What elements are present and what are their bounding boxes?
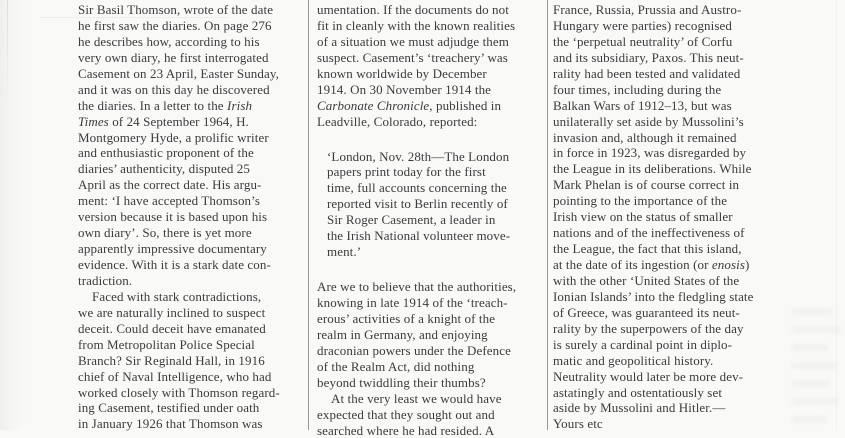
text-line: we are naturally inclined to suspect: [78, 305, 302, 321]
page-crease-line: [7, 0, 8, 110]
paragraph: [317, 2, 545, 130]
text-line: Carbonate Chronicle, published in: [317, 98, 545, 114]
bleed-through-smudge: [792, 326, 840, 333]
text-line: he first saw the diaries. On page 276: [78, 18, 302, 34]
text-line: the Irish National volunteer move-: [327, 228, 531, 244]
page-right-edge-line: [836, 0, 837, 430]
text-line: Balkan Wars of 1912–13, but was: [553, 98, 787, 114]
bleed-through-smudge: [792, 362, 836, 369]
bleed-through-smudge: [792, 416, 826, 423]
text-line: is surely a cardinal point in diplo-: [553, 337, 787, 353]
text-line: the League in its deliberations. While: [553, 161, 787, 177]
text-line: April as the correct date. His argu-: [78, 177, 302, 193]
text-line: aside by Mussolini and Hitler.—: [553, 400, 787, 416]
text-line: pointing to the importance of the: [553, 193, 787, 209]
paragraph: [78, 2, 302, 432]
text-line: of a situation we must adjudge them: [317, 34, 545, 50]
text-line: expected that they sought out and: [317, 407, 545, 423]
text-line: Branch? Sir Reginald Hall, in 1916: [78, 353, 302, 369]
text-line: Ionian Islands’ into the fledgling state: [553, 289, 787, 305]
bleed-through-smudge: [792, 308, 832, 315]
text-line: invasion and, although it remained: [553, 130, 787, 146]
text-line: four times, including during the: [553, 82, 787, 98]
text-line: matic and geopolitical history.: [553, 353, 787, 369]
text-line: from Metropolitan Police Special: [78, 337, 302, 353]
text-line: Leadville, Colorado, reported:: [317, 114, 545, 130]
text-line: the League, the fact that this island,: [553, 241, 787, 257]
blockquote: [317, 149, 545, 261]
text-column-left: [78, 2, 302, 432]
text-line: deceit. Could deceit have emanated: [78, 321, 302, 337]
text-line: known worldwide by December: [317, 66, 545, 82]
text-line: diaries’ authenticity, disputed 25: [78, 161, 302, 177]
text-line: reported visit to Berlin recently of: [327, 196, 531, 212]
text-line: erous’ activities of a knight of the: [317, 311, 545, 327]
text-line: France, Russia, Prussia and Austro-: [553, 2, 787, 18]
text-line: Faced with stark contradictions,: [78, 289, 302, 305]
text-line: of the Realm Act, did nothing: [317, 359, 545, 375]
text-line: apparently impressive documentary: [78, 241, 302, 257]
text-line: Mark Phelan is of course correct in: [553, 177, 787, 193]
text-line: and it was on this day he discovered: [78, 82, 302, 98]
text-line: Are we to believe that the authorities,: [317, 279, 545, 295]
text-line: he describes how, according to his: [78, 34, 302, 50]
text-line: At the very least we would have: [317, 391, 545, 407]
text-line: the ‘perpetual neutrality’ of Corfu: [553, 34, 787, 50]
text-line: and enthusiastic proponent of the: [78, 145, 302, 161]
text-column-middle: [317, 2, 545, 438]
text-line: realm in Germany, and enjoying: [317, 327, 545, 343]
text-line: of Greece, was guaranteed its neut-: [553, 305, 787, 321]
text-line: Neutrality would later be more dev-: [553, 369, 787, 385]
text-line: papers print today for the first: [327, 164, 531, 180]
text-line: Casement on 23 April, Easter Sunday,: [78, 66, 302, 82]
text-line: ing Casement, testified under oath: [78, 400, 302, 416]
text-line: evidence. With it is a stark date con-: [78, 257, 302, 273]
text-line: Irish view on the status of smaller: [553, 209, 787, 225]
text-line: searched where he had resided. A: [317, 423, 545, 438]
text-line: Montgomery Hyde, a prolific writer: [78, 130, 302, 146]
text-line: ment: ‘I have accepted Thomson’s: [78, 193, 302, 209]
text-line: Sir Roger Casement, a leader in: [327, 212, 531, 228]
text-line: rality had been tested and validated: [553, 66, 787, 82]
text-line: version because it is based upon his: [78, 209, 302, 225]
text-line: worked closely with Thomson regard-: [78, 385, 302, 401]
text-column-right: [553, 2, 787, 432]
text-line: beyond twiddling their thumbs?: [317, 375, 545, 391]
paragraph: [317, 279, 545, 438]
text-line: Hungary were parties) recognised: [553, 18, 787, 34]
column-rule-1: [308, 0, 309, 430]
text-line: very own diary, he first interrogated: [78, 50, 302, 66]
text-line: in January 1926 that Thomson was: [78, 416, 302, 432]
text-line: unilaterally set aside by Mussolini’s: [553, 114, 787, 130]
text-line: tradiction.: [78, 273, 302, 289]
bleed-through-smudge: [792, 380, 830, 387]
text-line: nations and of the ineffectiveness of: [553, 225, 787, 241]
text-line: draconian powers under the Defence: [317, 343, 545, 359]
text-line: Times of 24 September 1964, H.: [78, 114, 302, 130]
text-line: with the other ‘United States of the: [553, 273, 787, 289]
text-line: Yours etc: [553, 416, 787, 432]
text-line: the diaries. In a letter to the Irish: [78, 98, 302, 114]
text-line: at the date of its ingestion (or enosis): [553, 257, 787, 273]
text-line: suspect. Casement’s ‘treachery’ was: [317, 50, 545, 66]
column-rule-2: [547, 0, 548, 430]
text-line: umentation. If the documents do not: [317, 2, 545, 18]
text-line: time, full accounts concerning the: [327, 180, 531, 196]
text-line: 1914. On 30 November 1914 the: [317, 82, 545, 98]
bleed-through-smudge: [792, 344, 828, 351]
text-line: knowing in late 1914 of the ‘treach-: [317, 295, 545, 311]
text-line: astatingly and ostentatiously set: [553, 385, 787, 401]
text-line: ment.’: [327, 244, 531, 260]
paragraph: [553, 2, 787, 432]
page-left-edge-shading: [0, 0, 26, 430]
text-line: Sir Basil Thomson, wrote of the date: [78, 2, 302, 18]
text-line: rality by the superpowers of the day: [553, 321, 787, 337]
bleed-through-smudge: [792, 398, 838, 405]
text-line: in force in 1923, was disregarded by: [553, 145, 787, 161]
text-line: own diary’. So, there is yet more: [78, 225, 302, 241]
text-line: and its subsidiary, Paxos. This neut-: [553, 50, 787, 66]
text-line: fit in cleanly with the known realities: [317, 18, 545, 34]
text-line: ‘London, Nov. 28th—The London: [327, 149, 531, 165]
text-line: chief of Naval Intelligence, who had: [78, 369, 302, 385]
